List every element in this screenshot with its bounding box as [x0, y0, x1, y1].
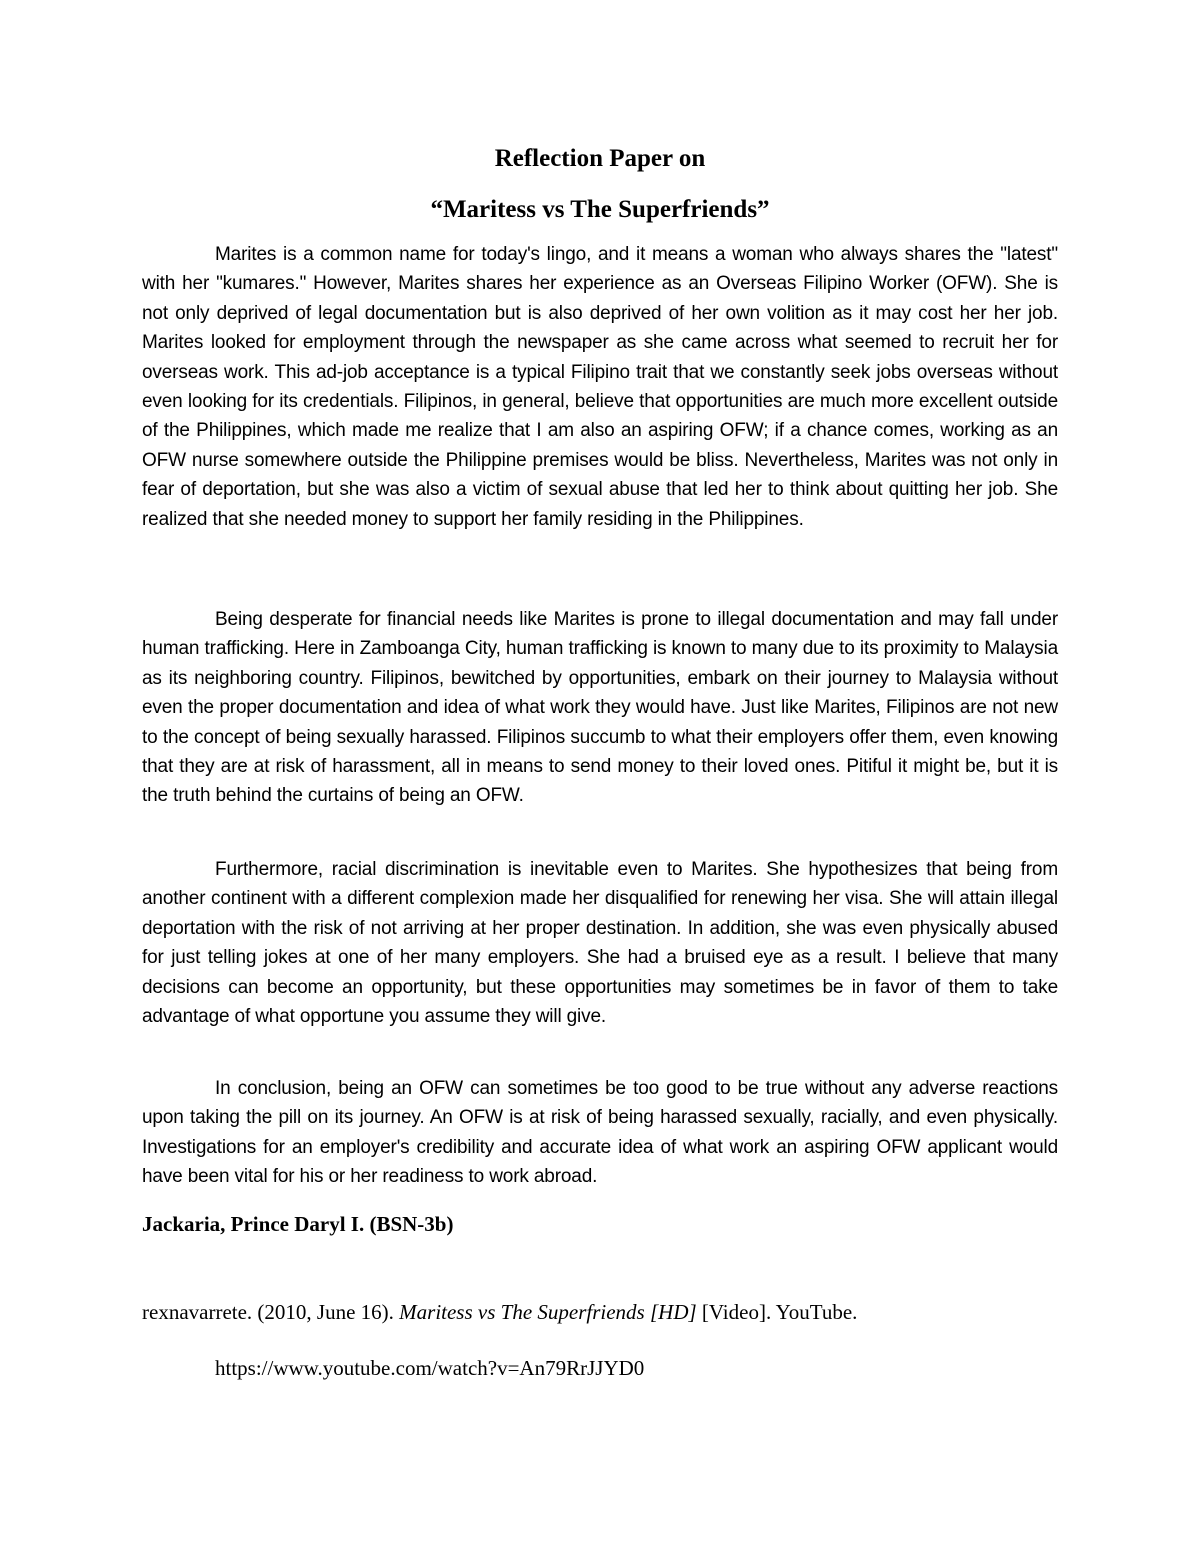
title-line-2: “Maritess vs The Superfriends”: [430, 196, 770, 223]
paragraph-4: In conclusion, being an OFW can sometimes be too good to be true without any adverse reactions upon taking the pill on its journey. An OFW is at risk of being harassed sexually, racially, and even physically. Investigations for an employer's credibility and accurate idea of what work an aspiring OFW applicant would have been vital for his or her readiness to work abroad.: [142, 1078, 1058, 1188]
paragraph-3: Furthermore, racial discrimination is inevitable even to Marites. She hypothesizes that being from another continent with a different complexion made her disqualified for renewing her visa. She will attain illegal deportation with the risk of not arriving at her proper destination. In addition, she was even physically abused for just telling jokes at one of her many employers. She had a bruised eye as a result. I believe that many decisions can become an opportunity, but these opportunities may sometimes be in favor of them to take advantage of what opportune you assume they will give.: [142, 859, 1058, 1028]
paragraph-2: Being desperate for financial needs like Marites is prone to illegal documentation and may fall under human trafficking. Here in Zamboanga City, human trafficking is known to many due to its proximity to Malaysia as its neighboring country. Filipinos, bewitched by opportunities, embark on their journey to Malaysia without even the proper documentation and idea of what work they would have. Just like Marites, Filipinos are not new to the concept of being sexually harassed. Filipinos succumb to what their employers offer them, even knowing that they are at risk of harassment, all in means to send money to their loved ones. Pitiful it might be, but it is the truth behind the curtains of being an OFW.: [142, 609, 1058, 807]
paragraph-1: Marites is a common name for today's lingo, and it means a woman who always shares the "latest" with her "kumares." However, Marites shares her experience as an Overseas Filipino Worker (OFW). She is not only deprived of legal documentation but is also deprived of her own volition as it may cost her her job. Marites looked for employment through the newspaper as she came across what seemed to recruit her for overseas work. This ad-job acceptance is a typical Filipino trait that we constantly seek jobs overseas without even looking for its credentials. Filipinos, in general, believe that opportunities are much more excellent outside of the Philippines, which made me realize that I am also an aspiring OFW; if a chance comes, working as an OFW nurse somewhere outside the Philippine premises would be bliss. Nevertheless, Marites was not only in fear of deportation, but she was also a victim of sexual abuse that led her to think about quitting her job. She realized that she needed money to support her family residing in the Philippines.: [142, 244, 1058, 530]
citation-work-title: Maritess vs The Superfriends [HD]: [399, 1300, 697, 1324]
title-line-1: Reflection Paper on: [494, 145, 706, 172]
author-line: Jackaria, Prince Daryl I. (BSN-3b): [142, 1212, 454, 1236]
citation-suffix: [Video]. YouTube.: [696, 1300, 858, 1324]
citation-prefix: rexnavarrete. (2010, June 16).: [142, 1300, 400, 1324]
reference-citation: [142, 1298, 857, 1326]
reference-url: https://www.youtube.com/watch?v=An79RrJJYD0: [215, 1356, 645, 1380]
